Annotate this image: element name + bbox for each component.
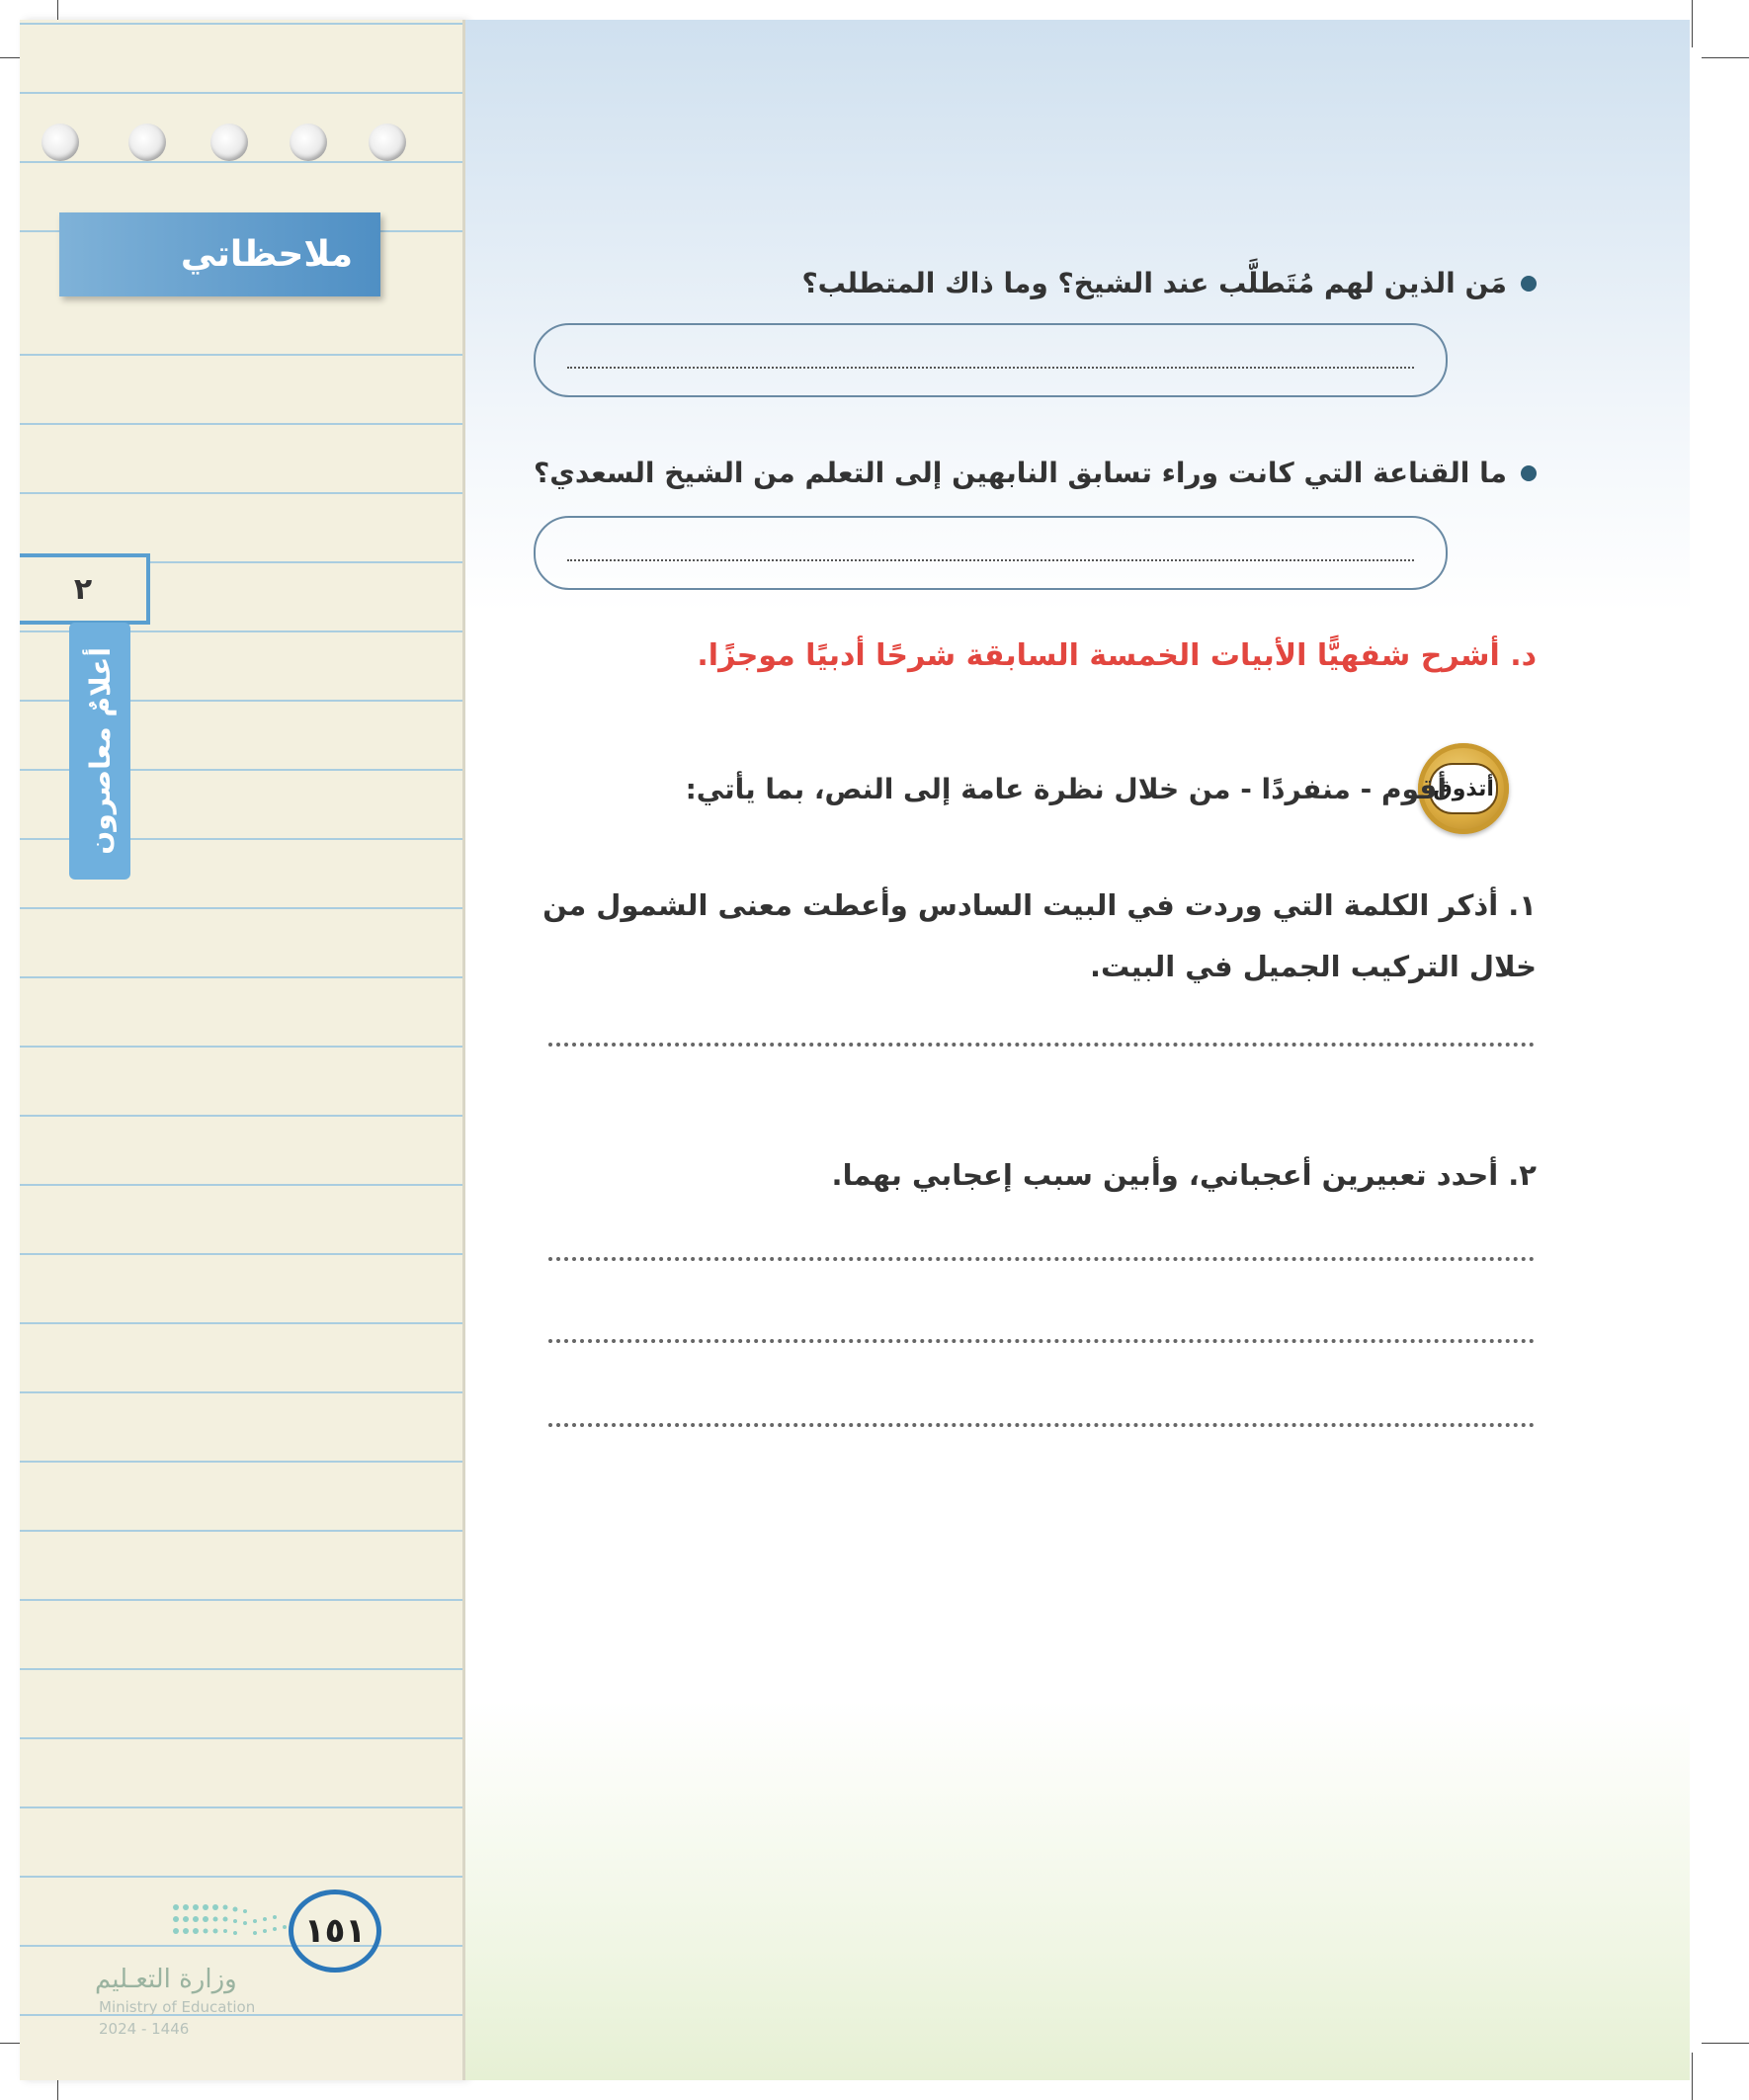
answer-box-1[interactable]	[534, 323, 1448, 397]
bullet-dot-icon	[1521, 276, 1537, 292]
unit-number: ٢	[20, 553, 150, 625]
binder-hole-icon	[42, 124, 79, 161]
page-number: ١٥١	[289, 1890, 381, 1973]
question-2-text: ما القناعة التي كانت وراء تسابق النابهين إلى التعلم من الشيخ السعدي؟	[533, 457, 1507, 489]
crop-mark	[1692, 0, 1693, 47]
ministry-name-en: Ministry of Education	[99, 1998, 256, 2016]
crop-mark	[1702, 2043, 1749, 2044]
question-2	[534, 457, 1537, 489]
answer-dotted-line[interactable]	[548, 1423, 1535, 1427]
crop-mark	[1702, 57, 1749, 58]
answer-dotted-line[interactable]	[548, 1043, 1535, 1047]
answer-dotted-line	[567, 559, 1414, 561]
ministry-year: 2024 - 1446	[99, 2020, 190, 2038]
binder-hole-icon	[128, 124, 166, 161]
taste-badge-label: أتذوق	[1429, 763, 1498, 814]
answer-box-2[interactable]	[534, 516, 1448, 590]
oral-task-instruction: د. أشرح شفهيًّا الأبيات الخمسة السابقة شرحًا أدبيًا موجزًا.	[697, 638, 1537, 673]
binder-hole-icon	[210, 124, 248, 161]
binder-hole-icon	[290, 124, 327, 161]
crop-mark	[1692, 2053, 1693, 2100]
notes-title: ملاحظاتي	[59, 212, 380, 296]
question-1-text: مَن الذين لهم مُتَطلَّب عند الشيخ؟ وما ذاك المتطلب؟	[801, 267, 1507, 299]
unit-title-tab	[69, 623, 130, 880]
taste-intro: أقوم - منفردًا - من خلال نظرة عامة إلى النص، بما يأتي:	[685, 773, 1447, 805]
ministry-name-ar: وزارة التعـليم	[95, 1965, 237, 1994]
question-1	[801, 267, 1537, 299]
answer-dotted-line[interactable]	[548, 1339, 1535, 1343]
answer-dotted-line[interactable]	[548, 1257, 1535, 1261]
taste-item-1: ١. أذكر الكلمة التي وردت في البيت السادس وأعطت معنى الشمول من خلال التركيب الجميل في البيت.	[542, 888, 1537, 983]
binder-hole-icon	[369, 124, 406, 161]
answer-dotted-line	[567, 367, 1414, 369]
unit-title: أعلامٌ معاصرون	[83, 647, 117, 855]
notes-panel	[20, 20, 465, 2080]
taste-item-2: ٢. أحدد تعبيرين أعجباني، وأبين سبب إعجابي بهما.	[831, 1158, 1537, 1192]
bullet-dot-icon	[1521, 465, 1537, 481]
